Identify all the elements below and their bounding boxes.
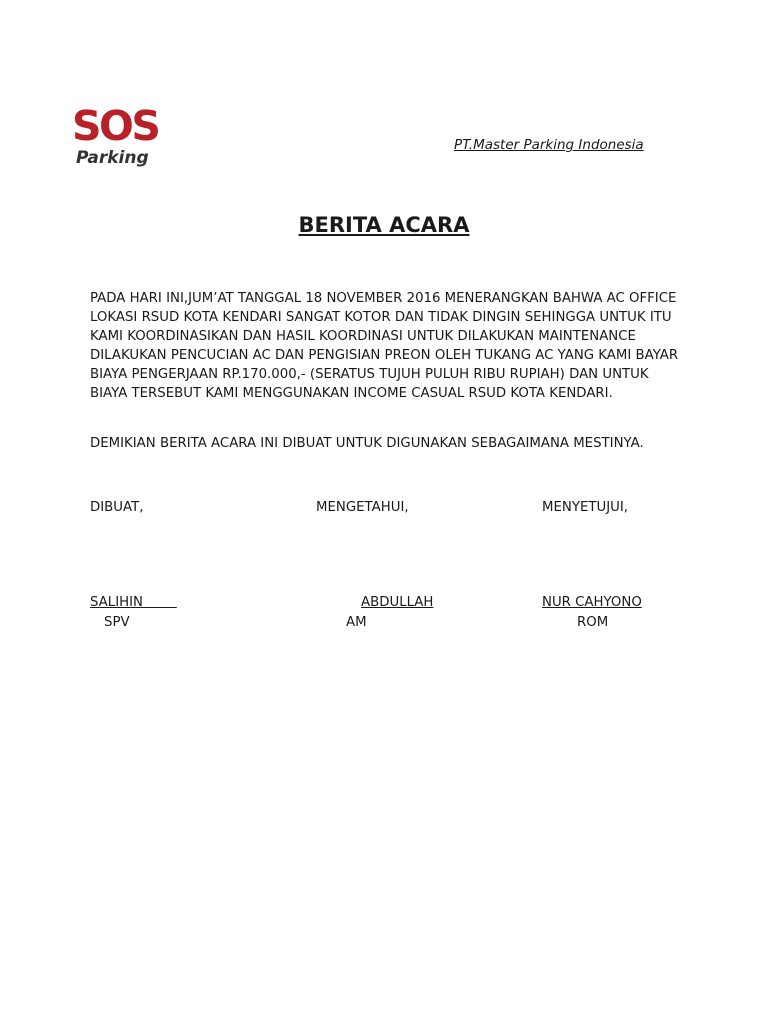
signatory-name-salihin: SALIHIN: [90, 595, 177, 610]
signatory-role-am: AM: [346, 615, 367, 630]
signatory-role-rom: ROM: [577, 615, 609, 630]
signature-heading-mengetahui: MENGETAHUI,: [316, 500, 409, 515]
document-title: BERITA ACARA: [298, 213, 470, 237]
signatory-name-abdullah: ABDULLAH: [361, 595, 434, 610]
company-name: PT.Master Parking Indonesia: [454, 137, 644, 153]
signature-heading-dibuat: DIBUAT,: [90, 500, 144, 515]
body-paragraph: PADA HARI INI,JUM’AT TANGGAL 18 NOVEMBER 2016 MENERANGKAN BAHWA AC OFFICE LOKASI RSUD KOTA KENDARI SANGAT KOTOR DAN TIDAK DINGIN SEHINGGA UNTUK ITU KAMI KOORDINASIKAN DAN HASIL KOORDINASI UNTUK DILAKUKAN MAINTENANCE DILAKUKAN PENCUCIAN AC DAN PENGISIAN PREON OLEH TUKANG AC YANG KAMI BAYAR BIAYA PENGERJAAN RP.170.000,- (SERATUS TUJUH PULUH RIBU RUPIAH) DAN UNTUK BIAYA TERSEBUT KAMI MENGGUNAKAN INCOME CASUAL RSUD KOTA KENDARI.: [90, 291, 679, 401]
signature-heading-menyetujui: MENYETUJUI,: [542, 500, 629, 515]
signatory-role-spv: SPV: [104, 615, 130, 630]
logo-parking-text: Parking: [76, 148, 149, 168]
logo-sos-text: SOS: [72, 102, 159, 150]
sos-parking-logo: [72, 104, 162, 174]
signatory-name-nur-cahyono: NUR CAHYONO: [542, 595, 642, 610]
closing-paragraph: DEMIKIAN BERITA ACARA INI DIBUAT UNTUK DIGUNAKAN SEBAGAIMANA MESTINYA.: [90, 436, 644, 451]
